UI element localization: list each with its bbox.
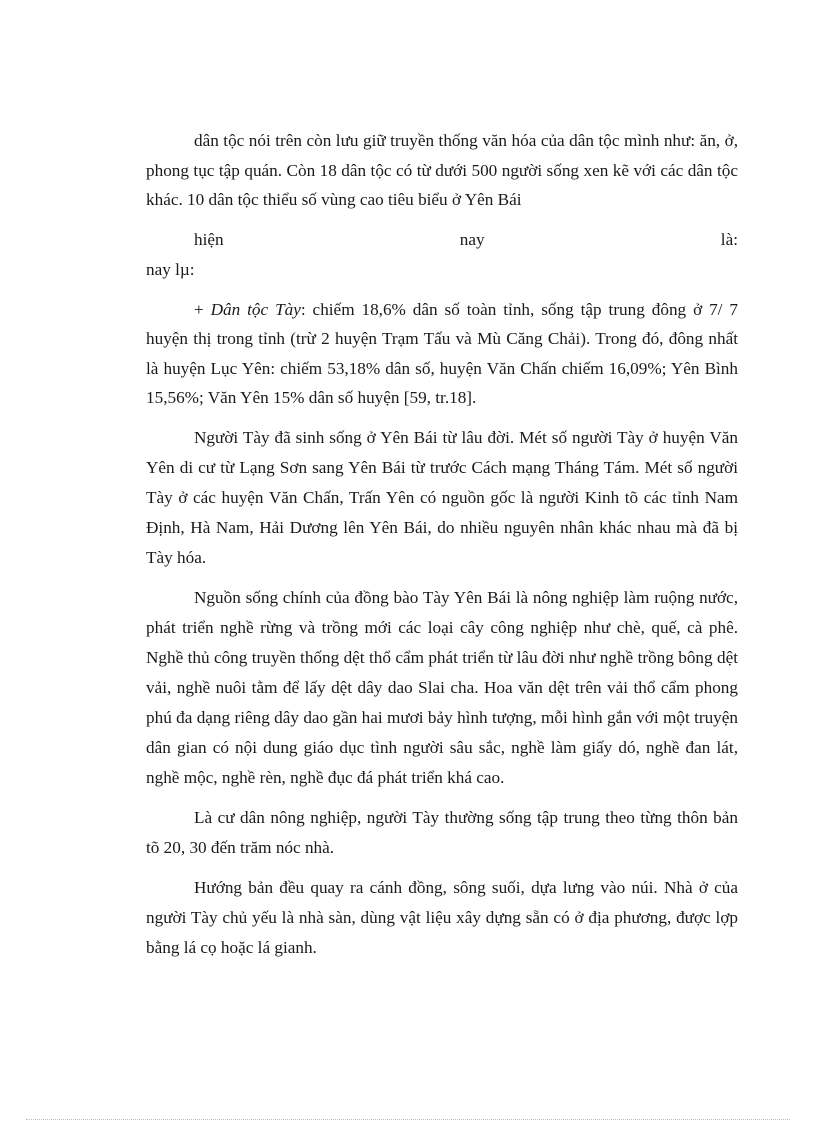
word-hien: hiện: [194, 229, 224, 249]
word-nay: nay: [459, 229, 485, 249]
plus-marker: +: [194, 299, 211, 319]
word-la: là:: [720, 229, 738, 249]
paragraph-intro: dân tộc nói trên còn lưu giữ truyền thống văn hóa của dân tộc mình như: ăn, ở, phong tục tập quán. Còn 18 dân tộc có từ dưới 500 người sống xen kẽ với các dân tộc khác. 10 dân tộc thiểu số vùng cao tiêu biểu ở Yên Bái: [146, 131, 738, 209]
ethnic-group-name: Dân tộc Tày: [210, 299, 301, 319]
paragraph-livelihood: Nguồn sống chính của đồng bào Tày Yên Bái là nông nghiệp làm ruộng nước, phát triển nghề rừng và trồng mới các loại cây công nghiệp như chè, quế, cà phê. Nghề thủ công truyền thống dệt thổ cẩm phát triển từ lâu đời như nghề trồng bông dệt vải, nghề nuôi tằm để lấy dệt dây dao Slai cha. Hoa văn dệt trên vải thổ cẩm phong phú đa dạng riêng dây dao gần hai mươi bảy hình tượng, mỗi hình gắn với một truyện dân gian có nội dung giáo dục tình người sâu sắc, nghề làm giấy dó, nghề đan lát, nghề mộc, nghề rèn, nghề đục đá phát triển khá cao.: [146, 587, 738, 787]
spread-line: [146, 225, 738, 255]
line-nay-la: nay lµ:: [146, 259, 195, 279]
paragraph-dan-toc-tay: [146, 295, 738, 413]
page-bottom-divider: [26, 1119, 790, 1120]
document-page: [146, 126, 738, 973]
paragraph-dan-toc-tay-body: : chiếm 18,6% dân số toàn tỉnh, sống tập trung đông ở 7/ 7 huyện thị trong tỉnh (trừ 2 huyện Trạm Tấu và Mù Căng Chải). Trong đó, đông nhất là huyện Lục Yên: chiếm 53,18% dân số, huyện Văn Chấn chiếm 16,09%; Yên Bình 15,56%; Văn Yên 15% dân số huyện [59, tr.18].: [146, 299, 738, 407]
paragraph-origin: Người Tày đã sinh sống ở Yên Bái từ lâu đời. Mét số người Tày ở huyện Văn Yên di cư từ Lạng Sơn sang Yên Bái từ trước Cách mạng Tháng Tám. Mét số người Tày ở các huyện Văn Chấn, Trấn Yên có nguồn gốc là người Kinh tõ các tỉnh Nam Định, Hà Nam, Hải Dương lên Yên Bái, do nhiều nguyên nhân khác nhau mà đã bị Tày hóa.: [146, 427, 738, 567]
paragraph-houses: Hướng bản đều quay ra cánh đồng, sông suối, dựa lưng vào núi. Nhà ở của người Tày chủ yếu là nhà sàn, dùng vật liệu xây dựng sẵn có ở địa phương, được lợp bằng lá cọ hoặc lá gianh.: [146, 877, 738, 957]
paragraph-villages: Là cư dân nông nghiệp, người Tày thường sống tập trung theo từng thôn bản tõ 20, 30 đến trăm nóc nhà.: [146, 807, 738, 857]
